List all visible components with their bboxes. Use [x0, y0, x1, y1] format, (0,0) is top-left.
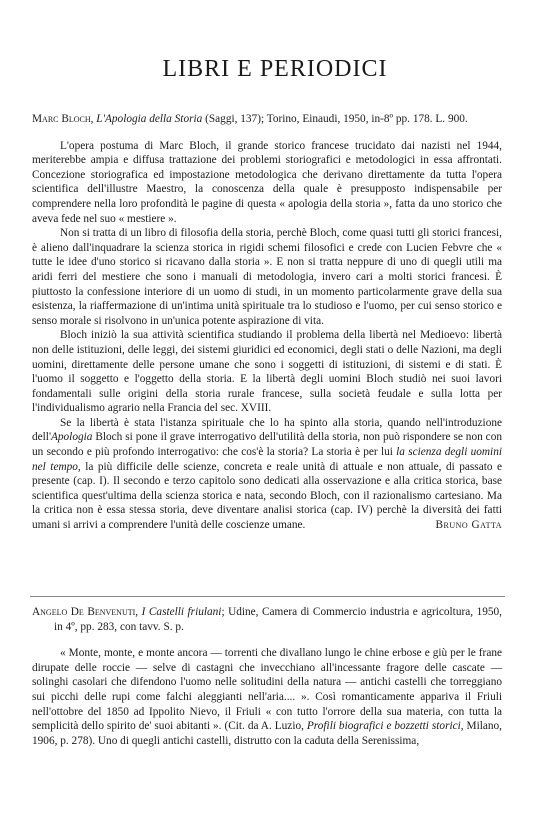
review-paragraph: Bloch iniziò la sua attività scientifica studiando il problema della libertà nel Medioevo: libertà non delle istituzioni, delle leggi, dei sistemi giuridici ed economici, degli stati o delle Nazioni, ma degli uomini, direttamente delle persone umane che sono i soggetti di istituzioni, di sistemi e di stati. È l'uomo il soggetto e l'oggetto della storia. E la libertà degli uomini Bloch studiò nei suoi lavori fondamentali sulle origini della storia rurale francese, sulla società feudale e sulla lotta per l'individualismo agrario nella Francia del sec. XVIII.: [32, 329, 502, 415]
review-bloch: [32, 112, 502, 533]
page-title: LIBRI E PERIODICI: [162, 56, 388, 82]
review-author: Marc Bloch,: [32, 113, 94, 125]
bibliographic-details: ; Udine, Camera di Commercio industria e agricoltura, 1950, in 4º, pp. 283, con tavv. S. p.: [54, 606, 502, 633]
review-paragraph: Non si tratta di un libro di filosofia della storia, perchè Bloch, come quasi tutti gli storici francesi, è alieno dall'inquadrare la scienza storica in rigidi schemi filosofici e crede con Lucien Febvre che « tutte le idee d'uno storico si ricavano dalla storia ». E non si tratta neppure di uno di quegli utili ma aridi ferri del mestiere che sono i manuali di metodologia, invero cari a molti storici francesi. È piuttosto la confessione interiore di un uomo di studi, in un momento particolarmente grave della sua esistenza, la riaffermazione di un'intima unità spirituale tra lo studioso e l'uomo, per cui senso storico e senso morale si risolvono in un'unica potente aspirazione di vita.: [32, 227, 502, 327]
review-work-title: I Castelli friulani: [141, 606, 222, 618]
review-work-title: L'Apologia della Storia: [96, 113, 203, 125]
review-author: Angelo De Benvenuti,: [32, 606, 139, 618]
review-paragraph: « Monte, monte, e monte ancora — torrenti che divallano lungo le chine erbose e giù per le frane dirupate delle roccie — selve di castagni che invecchiano all'incessante fragore delle cascate — solinghi casolari che difendono l'uomo nelle solitudini della natura — antichi castelli che torreggiano sui picchi delle rupi come falchi aleggianti nell'aria.... ». Così romanticamente appariva il Friuli nell'ottobre del 1850 ad Ippolito Nievo, il Friuli « con tutto l'orrore della sua materia, con tutta la semplicità dello spirito de' suoi abitanti ». (Cit. da A. Luzio, Profili biografici e bozzetti storici, Milano, 1906, p. 278). Uno di quegli antichi castelli, distrutto con la caduta della Serenissima,: [32, 647, 503, 747]
bibliographic-entry: [32, 112, 502, 127]
bibliographic-entry: [32, 605, 502, 634]
review-benvenuti: [32, 605, 502, 748]
review-paragraph: Se la libertà è stata l'istanza spirituale che lo ha spinto alla storia, quando nell'introduzione dell'Apologia Bloch si pone il grave interrogativo dell'utilità della storia, non può rispondere se non con un secondo e più profondo interrogativo: che cos'è la storia? La storia è per lui la scienza degli uomini nel tempo, la più difficile delle scienze, concreta e reale unità di attuale e non attuale, di passato e presente (cap. I). Il secondo e terzo capitolo sono dedicati alla osservazione e alla critica storica, base scientifica quest'ultima della scienza storica e nata, secondo Bloch, con il razionalismo cartesiano. Ma la critica non è essa stessa storia, deve diventare analisi storica (cap. IV) perchè la diversità dei fatti umani si arrivi a comprendere l'unità delle coscienze umane.: [32, 416, 503, 532]
review-paragraph: L'opera postuma di Marc Bloch, il grande storico francese trucidato dai nazisti nel 1944, meriterebbe ampia e diffusa trattazione dei problemi storiografici e metodologici in essa affrontati. Concezione storiografica ed impostazione metodologica che derivano direttamente da tutta l'opera scientifica dell'illustre Maestro, la conoscenza della quale è presupposto indispensabile per comprendere nella loro profondità le pagine di questa « apologia della storia », fatta da uno storico che aveva fede nel suo « mestiere ».: [32, 139, 502, 225]
section-divider: [30, 596, 505, 597]
reviewer-signature: Bruno Gatta: [435, 519, 502, 532]
bibliographic-details: (Saggi, 137); Torino, Einaudi, 1950, in-8º pp. 178. L. 900.: [202, 113, 468, 125]
